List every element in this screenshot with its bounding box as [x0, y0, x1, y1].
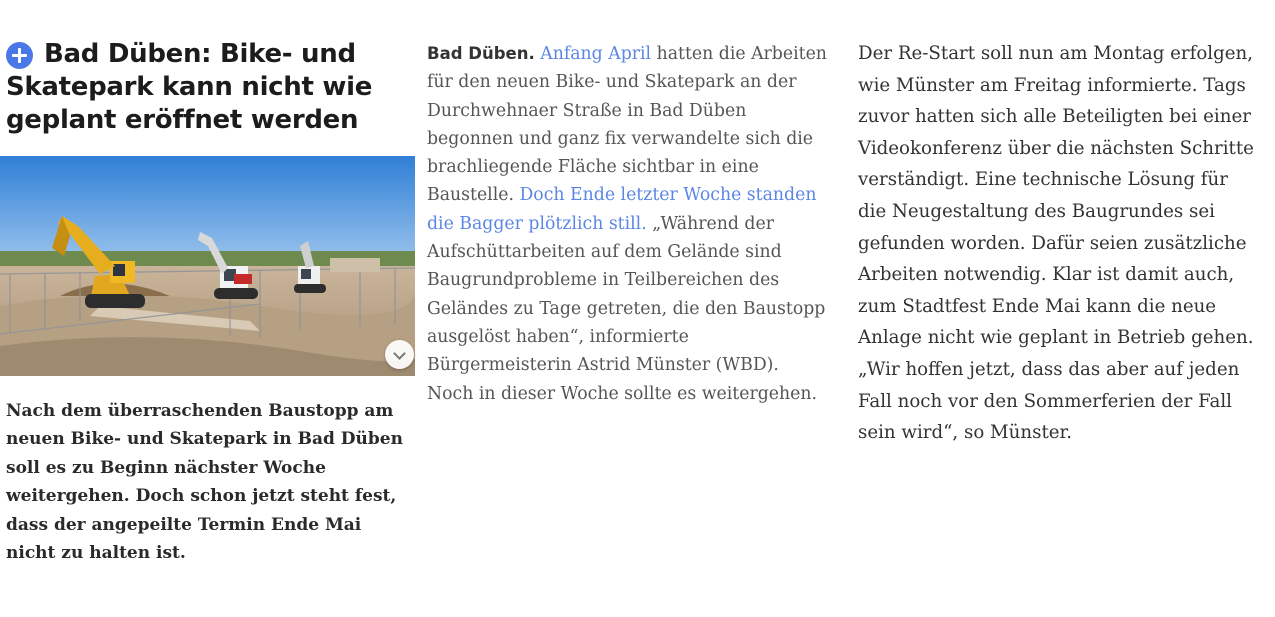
article-headline: Bad Düben: Bike- und Skatepark kann nicht wie geplant eröffnet werden [6, 39, 373, 135]
location-dateline: Bad Düben. [427, 44, 535, 63]
article-body-part1 [427, 40, 827, 408]
chevron-down-icon[interactable] [385, 340, 414, 369]
article-teaser: Nach dem überraschenden Baustopp am neuen Bike- und Skatepark in Bad Düben soll es zu Beginn nächster Woche weitergehen. Doch schon jetzt steht fest, dass der angepeilte Termin Ende Mai nicht zu halten ist. [6, 401, 403, 564]
link-anfang-april[interactable]: Anfang April [540, 44, 652, 64]
plus-circle-icon[interactable] [6, 42, 33, 69]
link-bagger-still[interactable]: Doch Ende letzter Woche standen die Bagger plötzlich still. [427, 185, 817, 234]
article-body-part2: Der Re-Start soll nun am Montag erfolgen, wie Münster am Freitag informierte. Tags zuvor hatten sich alle Beteiligten bei einer Videokonferenz über die nächsten Schritte verständigt. Eine technische Lösung für die Neugestaltung des Baugrundes sei gefunden worden. Dafür seien zusätzliche Arbeiten notwendig. Klar ist damit auch, zum Stadtfest Ende Mai kann die neue Anlage nicht wie geplant in Betrieb gehen. „Wir hoffen jetzt, dass das aber auf jeden Fall noch vor den Sommerferien der Fall sein wird“, so Münster. [858, 43, 1254, 444]
construction-site-image [0, 156, 415, 376]
body-text-2: „Während der Aufschüttarbeiten auf dem Gelände sind Baugrundprobleme in Teilbereichen des Geländes zu Tage getreten, die den Baustopp ausgelöst haben“, informierte Bürgermeisterin Astrid Münster (WBD). Noch in dieser Woche sollte es weitergehen. [427, 213, 826, 404]
body-text-1: hatten die Arbeiten für den neuen Bike- und Skatepark an der Durchwehnaer Straße in Bad Düben begonnen und ganz fix verwandelte sich die brachliegende Fläche sichtbar in eine Baustelle. [427, 44, 827, 206]
article-photo [0, 156, 415, 376]
headline-block [6, 38, 411, 137]
